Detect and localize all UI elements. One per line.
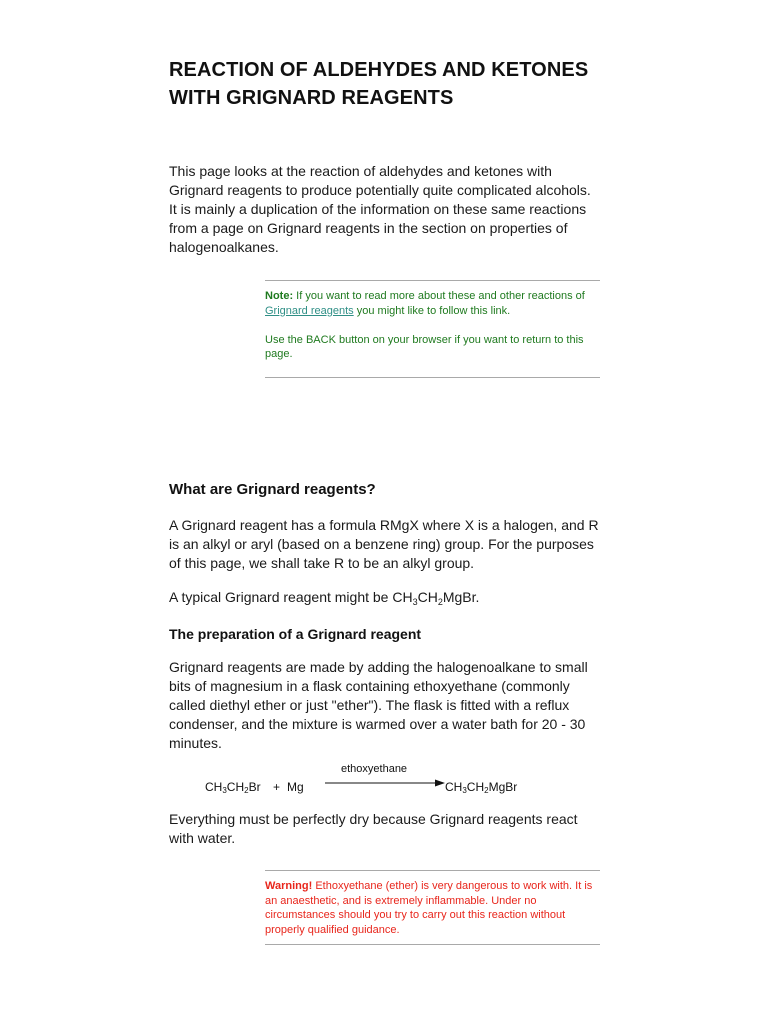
note-label: Note:	[265, 290, 294, 302]
dry-paragraph: Everything must be perfectly dry because Grignard reagents react with water.	[169, 811, 578, 846]
warning-text: Ethoxyethane (ether) is very dangerous to work with. It is an anaesthetic, and is extremely inflammable. Under no circumstances should you try to carry out this reaction without properly qualified guidance.	[265, 880, 593, 936]
note-box	[265, 280, 600, 378]
grignard-reagents-link[interactable]: Grignard reagents	[265, 304, 354, 317]
typical-text-prefix: A typical Grignard reagent might be CH	[169, 589, 413, 605]
equation-plus: +	[273, 780, 281, 794]
page-title: REACTION OF ALDEHYDES AND KETONES WITH GRIGNARD REAGENTS	[169, 59, 589, 109]
subscript: 2	[437, 597, 443, 607]
section-heading-what: What are Grignard reagents?	[169, 481, 376, 498]
reaction-equation	[205, 762, 605, 796]
equation-product: $CH_3CH_2MgBr$	[445, 780, 518, 795]
prep-paragraph: Grignard reagents are made by adding the halogenoalkane to small bits of magnesium in a flask containing ethoxyethane (commonly called diethyl ether or just "ether"). The flask is fitted with a reflux condenser, and the mixture is warmed over a water bath for 20 - 30 minutes.	[169, 659, 588, 751]
warning-paragraph	[265, 879, 600, 937]
note-paragraph	[265, 289, 600, 318]
note-text-after: you might like to follow this link.	[356, 304, 511, 317]
subscript: 3	[412, 597, 418, 607]
equation-reactants: $CH_3CH_2Br$	[205, 780, 261, 795]
typical-text-mid: CH	[417, 589, 438, 605]
typical-reagent-paragraph	[169, 588, 601, 607]
reaction-arrow-icon	[325, 778, 445, 788]
equation-condition: ethoxyethane	[341, 763, 408, 775]
warning-box	[265, 870, 600, 945]
note-back-paragraph: Use the BACK button on your browser if you want to return to this page.	[265, 333, 584, 361]
equation-magnesium: Mg	[287, 780, 304, 794]
section-heading-prep: The preparation of a Grignard reagent	[169, 626, 422, 642]
note-text-before: If you want to read more about these and other reactions of	[296, 290, 585, 302]
what-paragraph: A Grignard reagent has a formula RMgX where X is a halogen, and R is an alkyl or aryl (based on a benzene ring) group. For the purposes of this page, we shall take R to be an alkyl group.	[169, 517, 599, 571]
warning-label: Warning!	[265, 880, 313, 892]
intro-paragraph: This page looks at the reaction of aldehydes and ketones with Grignard reagents to produce potentially quite complicated alcohols. It is mainly a duplication of the information on these same reactions from a page on Grignard reagents in the section on properties of halogenoalkanes.	[169, 163, 591, 255]
typical-text-suffix: MgBr.	[442, 589, 480, 605]
